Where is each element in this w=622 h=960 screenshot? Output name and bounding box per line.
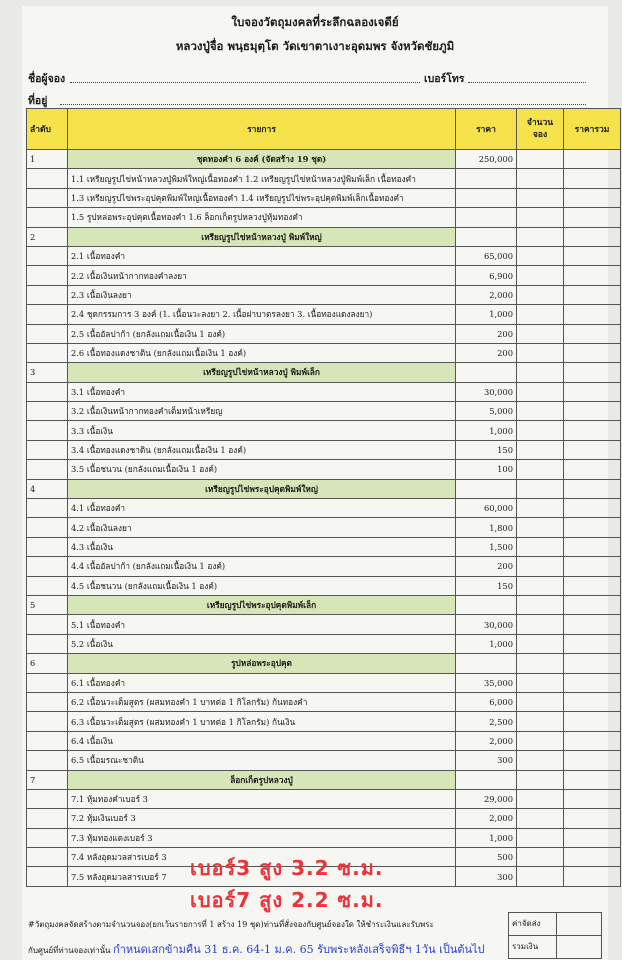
item-name: 6.1 เนื้อทองคำ [68,673,456,692]
row-number [27,499,68,518]
item-price: 2,500 [456,712,517,731]
shipping-label: ค่าจัดส่ง [508,912,557,936]
table-row [27,208,621,227]
qty-cell[interactable] [517,324,564,343]
item-price: 60,000 [456,499,517,518]
qty-cell[interactable] [517,828,564,847]
item-price [456,479,517,498]
ceremony-schedule: กำหนดเสกข้ามคืน 31 ธ.ค. 64-1 ม.ค. 65 รับพระหลังเสร็จพิธีฯ 1วัน เป็นต้นไป [113,943,485,956]
item-name: 7.1 หุ้มทองคำเบอร์ 3 [68,789,456,808]
item-price: 1,800 [456,518,517,537]
item-name: 1.5 รูปหล่อพระอุปคุตเนื้อทองคำ 1.6 ล็อกเก็ตรูปหลวงปู่หุ้มทองคำ [68,208,456,227]
item-price [456,208,517,227]
total-cell[interactable] [564,673,621,692]
footer-note: #วัตถุมงคลจัดสร้างตามจำนวนจอง(ยกเว้นรายการที่ 1 สร้าง 19 ชุด)ท่านที่สั่งจองกับศูนย์จองใด ให้ชำระเงินและรับพระ [28,920,434,929]
total-cell[interactable] [564,227,621,246]
item-name: 3.4 เนื้อทองแดงชาติน (ยกลังแถมเนื้อเงิน 1 องค์) [68,440,456,459]
row-number [27,460,68,479]
item-name: 7.3 หุ้มทองแดงเบอร์ 3 [68,828,456,847]
row-number [27,169,68,188]
size-note-no3: เบอร์3 สูง 3.2 ซ.ม. [190,856,384,880]
item-name: 2.3 เนื้อเงินลงยา [68,285,456,304]
item-price [456,595,517,614]
qty-cell[interactable] [517,770,564,789]
section-row [27,479,621,498]
row-number: 5 [27,595,68,614]
total-cell[interactable] [564,246,621,265]
section-row [27,654,621,673]
qty-cell[interactable] [517,402,564,421]
address-field[interactable] [60,104,586,105]
item-price: 2,000 [456,285,517,304]
item-name: รูปหล่อพระอุปคุต [68,654,456,673]
qty-cell[interactable] [517,595,564,614]
row-number [27,828,68,847]
form-title: ใบจองวัตถุมงคลที่ระลึกฉลองเจดีย์ [231,15,399,29]
total-cell[interactable] [564,731,621,750]
total-cell[interactable] [564,537,621,556]
address-label: ที่อยู่ [28,95,48,107]
item-price: 200 [456,557,517,576]
item-price [456,363,517,382]
section-row [27,770,621,789]
table-row [27,673,621,692]
qty-cell[interactable] [517,867,564,886]
item-price [456,188,517,207]
qty-cell[interactable] [517,654,564,673]
row-number [27,557,68,576]
row-number [27,634,68,653]
item-price: 200 [456,343,517,362]
total-cell[interactable] [564,595,621,614]
row-number [27,246,68,265]
qty-cell[interactable] [517,518,564,537]
total-cell[interactable] [564,305,621,324]
booking-form [22,6,608,960]
row-number [27,518,68,537]
item-name: 4.3 เนื้อเงิน [68,537,456,556]
row-number [27,324,68,343]
table-row [27,402,621,421]
total-cell[interactable] [564,343,621,362]
row-number [27,402,68,421]
item-price: 35,000 [456,673,517,692]
table-header-row [27,109,621,150]
item-name: 5.1 เนื้อทองคำ [68,615,456,634]
section-row [27,595,621,614]
item-name: ชุดทองคำ 6 องค์ (จัดสร้าง 19 ชุด) [68,150,456,169]
item-name: 2.4 ชุดกรรมการ 3 องค์ (1. เนื้อนวะลงยา 2. เนื้อฝาบาตรลงยา 3. เนื้อทองแดงลงยา) [68,305,456,324]
total-cell[interactable] [564,518,621,537]
qty-cell[interactable] [517,557,564,576]
item-price: 1,000 [456,828,517,847]
form-subtitle: หลวงปู่จื่อ พนฺธมุตฺโต วัดเขาตาเงาะอุดมพร จังหวัดชัยภูมิ [175,39,455,53]
item-name: 6.4 เนื้อเงิน [68,731,456,750]
table-row [27,692,621,711]
total-cell[interactable] [564,150,621,169]
total-cell[interactable] [564,848,621,867]
item-name: 2.2 เนื้อเงินหน้ากากทองคำลงยา [68,266,456,285]
phone-label: เบอร์โทร [424,73,465,85]
item-name: 3.2 เนื้อเงินหน้ากากทองคำเต็มหน้าเหรียญ [68,402,456,421]
qty-cell[interactable] [517,712,564,731]
item-name: 6.3 เนื้อนวะเต็มสูตร (ผสมทองคำ 1 บาทต่อ 1 กิโลกรัม) ก้นเงิน [68,712,456,731]
item-name: 3.5 เนื้อชนวน (ยกลังแถมเนื้อเงิน 1 องค์) [68,460,456,479]
total-cell[interactable] [564,285,621,304]
table-row [27,518,621,537]
qty-cell[interactable] [517,751,564,770]
total-cell[interactable] [564,654,621,673]
row-number [27,809,68,828]
table-row [27,460,621,479]
qty-cell[interactable] [517,266,564,285]
row-number [27,537,68,556]
item-price: 150 [456,576,517,595]
row-number [27,208,68,227]
item-name: ล็อกเก็ตรูปหลวงปู่ [68,770,456,789]
table-row [27,828,621,847]
table-row [27,382,621,401]
item-name: 2.1 เนื้อทองคำ [68,246,456,265]
total-cell[interactable] [564,712,621,731]
item-name: 3.3 เนื้อเงิน [68,421,456,440]
item-price [456,169,517,188]
qty-cell[interactable] [517,421,564,440]
table-row [27,440,621,459]
table-row [27,576,621,595]
item-name: 6.5 เนื้อมรณะชาติน [68,751,456,770]
row-number: 7 [27,770,68,789]
row-number [27,576,68,595]
item-price: 30,000 [456,382,517,401]
item-name: เหรียญรูปไข่พระอุปคุตพิมพ์ใหญ่ [68,479,456,498]
item-price: 29,000 [456,789,517,808]
table-row [27,246,621,265]
total-cell[interactable] [564,208,621,227]
item-name: 4.5 เนื้อชนวน (ยกลังแถมเนื้อเงิน 1 องค์) [68,576,456,595]
row-number [27,867,68,886]
item-price: 30,000 [456,615,517,634]
header-qty: จำนวนจอง [517,109,564,150]
item-price: 1,500 [456,537,517,556]
item-name: เหรียญรูปไข่พระอุปคุตพิมพ์เล็ก [68,595,456,614]
total-cell[interactable] [564,634,621,653]
item-price: 5,000 [456,402,517,421]
size-note-no7: เบอร์7 สูง 2.2 ซ.ม. [190,888,384,912]
total-cell[interactable] [564,770,621,789]
item-name: เหรียญรูปไข่หน้าหลวงปู่ พิมพ์ใหญ่ [68,227,456,246]
table-row [27,188,621,207]
qty-cell[interactable] [517,227,564,246]
row-number [27,382,68,401]
shipping-field[interactable] [556,912,602,936]
row-number [27,188,68,207]
total-cell[interactable] [564,266,621,285]
total-cell[interactable] [564,751,621,770]
table-row [27,305,621,324]
item-name: เหรียญรูปไข่หน้าหลวงปู่ พิมพ์เล็ก [68,363,456,382]
item-name: 7.2 หุ้มเงินเบอร์ 3 [68,809,456,828]
total-cell[interactable] [564,402,621,421]
qty-cell[interactable] [517,246,564,265]
item-price [456,227,517,246]
table-row [27,712,621,731]
qty-cell[interactable] [517,460,564,479]
total-cell[interactable] [564,809,621,828]
item-name: 5.2 เนื้อเงิน [68,634,456,653]
row-number: 1 [27,150,68,169]
row-number [27,712,68,731]
qty-cell[interactable] [517,169,564,188]
row-number [27,440,68,459]
header-item: รายการ [68,109,456,150]
item-price: 1,000 [456,305,517,324]
table-row [27,809,621,828]
table-row [27,285,621,304]
table-row [27,343,621,362]
row-number [27,848,68,867]
total-cell[interactable] [564,324,621,343]
total-cell[interactable] [564,382,621,401]
section-row [27,150,621,169]
row-number [27,615,68,634]
table-row [27,557,621,576]
table-row [27,499,621,518]
item-price: 200 [456,324,517,343]
section-row [27,227,621,246]
total-cell[interactable] [564,169,621,188]
qty-cell[interactable] [517,285,564,304]
qty-cell[interactable] [517,809,564,828]
header-price: ราคา [456,109,517,150]
row-number [27,673,68,692]
item-name: 2.5 เนื้ออัลปาก้า (ยกลังแถมเนื้อเงิน 1 องค์) [68,324,456,343]
item-price: 2,000 [456,731,517,750]
item-price [456,770,517,789]
table-row [27,634,621,653]
total-cell[interactable] [564,576,621,595]
total-cell[interactable] [564,363,621,382]
total-cell[interactable] [564,188,621,207]
header-total: ราคารวม [564,109,621,150]
row-number [27,692,68,711]
total-cell[interactable] [564,692,621,711]
qty-cell[interactable] [517,848,564,867]
qty-cell[interactable] [517,305,564,324]
total-label: รวมเงิน [508,935,557,959]
item-price: 300 [456,751,517,770]
row-number: 3 [27,363,68,382]
item-price: 500 [456,848,517,867]
table-row [27,751,621,770]
row-number [27,305,68,324]
total-cell[interactable] [564,867,621,886]
item-price: 1,000 [456,421,517,440]
item-price: 100 [456,460,517,479]
item-name: 1.1 เหรียญรูปไข่หน้าหลวงปู่พิมพ์ใหญ่เนื้อทองคำ 1.2 เหรียญรูปไข่หน้าหลวงปู่พิมพ์เล็ก เนื้อทองคำ [68,169,456,188]
phone-field[interactable] [468,82,586,83]
item-name: 4.4 เนื้ออัลปาก้า (ยกลังแถมเนื้อเงิน 1 องค์) [68,557,456,576]
table-row [27,537,621,556]
name-field[interactable] [70,82,420,83]
row-number [27,343,68,362]
item-name: 4.1 เนื้อทองคำ [68,499,456,518]
total-cell[interactable] [564,499,621,518]
item-price: 300 [456,867,517,886]
footer-schedule [28,940,508,958]
row-number [27,266,68,285]
item-price: 250,000 [456,150,517,169]
item-price: 6,000 [456,692,517,711]
item-price: 6,900 [456,266,517,285]
item-name: 1.3 เหรียญรูปไข่พระอุปคุตพิมพ์ใหญ่เนื้อทองคำ 1.4 เหรียญรูปไข่พระอุปคุตพิมพ์เล็กเนื้อทองคำ [68,188,456,207]
qty-cell[interactable] [517,731,564,750]
item-name: 3.1 เนื้อทองคำ [68,382,456,401]
row-number [27,789,68,808]
qty-cell[interactable] [517,188,564,207]
qty-cell[interactable] [517,499,564,518]
total-field[interactable] [556,935,602,959]
table-row [27,421,621,440]
qty-cell[interactable] [517,382,564,401]
row-number: 4 [27,479,68,498]
qty-cell[interactable] [517,440,564,459]
name-label: ชื่อผู้จอง [28,73,66,85]
footer-note-prefix: กับศูนย์ที่ท่านจองเท่านั้น [28,946,111,955]
item-name: 2.6 เนื้อทองแดงชาติน (ยกลังแถมเนื้อเงิน 1 องค์) [68,343,456,362]
section-row [27,363,621,382]
item-price [456,654,517,673]
row-number [27,285,68,304]
table-row [27,169,621,188]
total-cell[interactable] [564,789,621,808]
table-row [27,789,621,808]
price-table [26,108,621,887]
qty-cell[interactable] [517,673,564,692]
qty-cell[interactable] [517,208,564,227]
total-cell[interactable] [564,440,621,459]
row-number [27,421,68,440]
qty-cell[interactable] [517,634,564,653]
total-cell[interactable] [564,828,621,847]
total-cell[interactable] [564,421,621,440]
total-cell[interactable] [564,479,621,498]
item-price: 1,000 [456,634,517,653]
item-name: 6.2 เนื้อนวะเต็มสูตร (ผสมทองคำ 1 บาทต่อ 1 กิโลกรัม) ก้นทองคำ [68,692,456,711]
item-name: 7.4 หลังอุดมวลสารเบอร์ 3 [68,848,456,867]
item-name: 7.5 หลังอุดมวลสารเบอร์ 7 [68,867,456,886]
table-row [27,731,621,750]
header-no: ลำดับ [27,109,68,150]
table-row [27,615,621,634]
qty-cell[interactable] [517,615,564,634]
item-name: 4.2 เนื้อเงินลงยา [68,518,456,537]
qty-cell[interactable] [517,363,564,382]
table-row [27,324,621,343]
item-price: 2,000 [456,809,517,828]
total-cell[interactable] [564,557,621,576]
total-cell[interactable] [564,460,621,479]
qty-cell[interactable] [517,479,564,498]
total-cell[interactable] [564,615,621,634]
row-number: 6 [27,654,68,673]
qty-cell[interactable] [517,537,564,556]
qty-cell[interactable] [517,343,564,362]
table-row [27,266,621,285]
row-number [27,731,68,750]
row-number [27,751,68,770]
qty-cell[interactable] [517,150,564,169]
item-price: 65,000 [456,246,517,265]
qty-cell[interactable] [517,789,564,808]
item-price: 150 [456,440,517,459]
qty-cell[interactable] [517,692,564,711]
row-number: 2 [27,227,68,246]
qty-cell[interactable] [517,576,564,595]
